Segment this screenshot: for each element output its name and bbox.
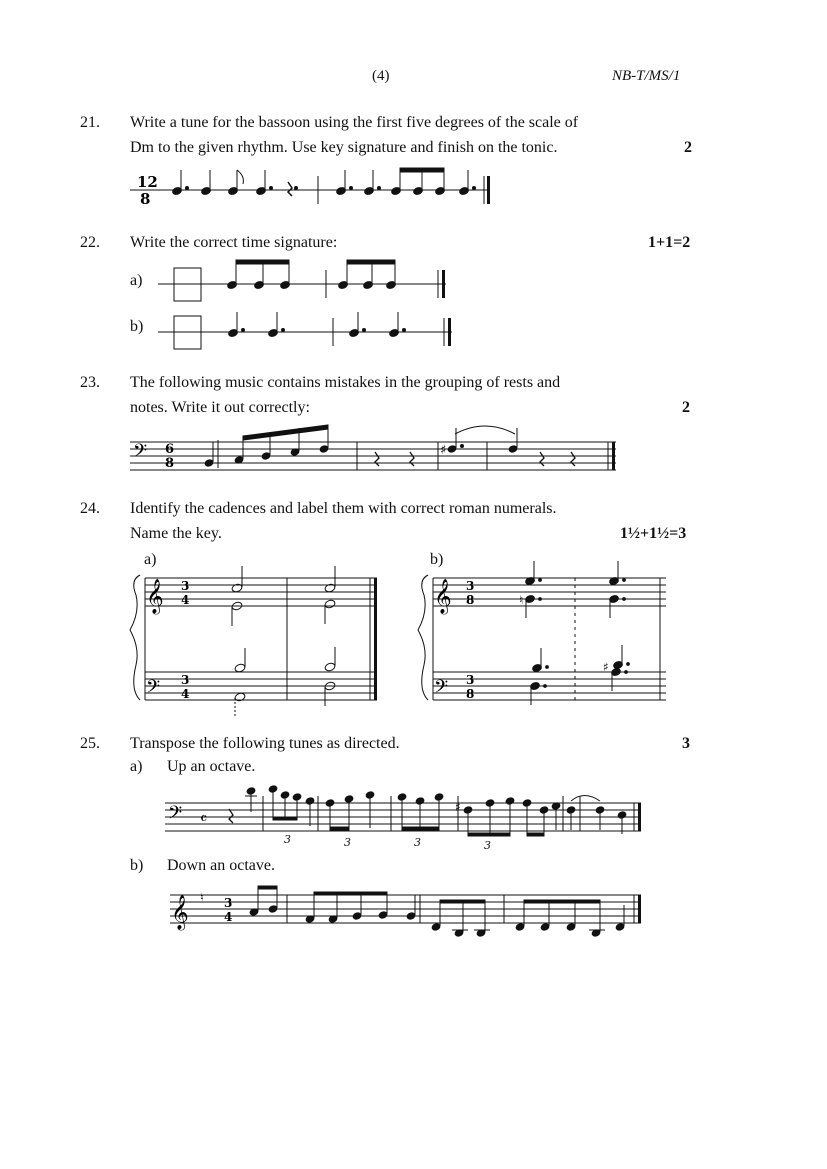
svg-text:♯: ♯ [455, 800, 461, 814]
question-22-marks: 1+1=2 [648, 234, 691, 251]
svg-text:3: 3 [466, 579, 475, 593]
svg-text:4: 4 [181, 687, 190, 701]
svg-text:8: 8 [165, 456, 175, 471]
paper-code: NB-T/MS/1 [612, 68, 681, 84]
bass-clef-icon: 𝄢 [146, 677, 161, 702]
bass-clef-icon: 𝄢 [133, 441, 148, 466]
svg-text:4: 4 [181, 593, 190, 607]
question-23-number: 23. [80, 374, 100, 391]
time-signature-bottom: 8 [140, 190, 151, 208]
question-24-part-b-label: b) [430, 551, 444, 568]
question-21-marks: 2 [684, 139, 692, 156]
treble-clef-icon: 𝄞 [171, 895, 189, 930]
question-25-part-a-text: Up an octave. [167, 758, 256, 775]
question-25-part-b-text: Down an octave. [167, 857, 275, 874]
question-25-number: 25. [80, 735, 100, 752]
question-21-text-line2: Dm to the given rhythm. Use key signature and finish on the tonic. [130, 139, 558, 156]
question-24-number: 24. [80, 500, 100, 517]
question-24-text-line1: Identify the cadences and label them with correct roman numerals. [130, 500, 557, 517]
svg-text:♮: ♮ [519, 593, 524, 607]
svg-text:3: 3 [181, 579, 190, 593]
svg-text:♯: ♯ [440, 443, 447, 458]
question-23-text-line2: notes. Write it out correctly: [130, 399, 310, 416]
question-25-marks: 3 [682, 735, 690, 752]
svg-text:3: 3 [181, 673, 190, 687]
svg-text:𝄴: 𝄴 [200, 809, 208, 828]
question-24-marks: 1½+1½=3 [620, 525, 687, 542]
svg-text:3: 3 [414, 836, 421, 849]
svg-text:8: 8 [466, 593, 475, 607]
svg-text:♯: ♯ [603, 660, 609, 674]
question-23-marks: 2 [682, 399, 690, 416]
bass-clef-icon: 𝄢 [168, 803, 183, 828]
question-22-number: 22. [80, 234, 100, 251]
natural-sign-icon: ♮ [200, 891, 204, 904]
question-24-part-a-label: a) [144, 551, 157, 568]
svg-text:8: 8 [466, 687, 475, 701]
svg-text:3: 3 [484, 839, 491, 852]
question-24-text-line2: Name the key. [130, 525, 222, 542]
svg-text:3: 3 [224, 896, 233, 910]
question-22-part-a-label: a) [130, 272, 143, 289]
bass-clef-icon: 𝄢 [434, 677, 449, 702]
svg-text:3: 3 [284, 833, 291, 846]
question-25-part-a-label: a) [130, 758, 143, 775]
question-21-number: 21. [80, 114, 100, 131]
treble-clef-icon: 𝄞 [146, 579, 164, 614]
svg-text:6: 6 [165, 442, 175, 457]
question-21-text-line1: Write a tune for the bassoon using the first five degrees of the scale of [130, 114, 579, 131]
question-23-text-line1: The following music contains mistakes in the grouping of rests and [130, 374, 561, 391]
question-25-text: Transpose the following tunes as directed. [130, 735, 400, 752]
svg-text:3: 3 [344, 836, 351, 849]
page-number: (4) [372, 68, 390, 84]
question-22-part-b-label: b) [130, 318, 144, 335]
question-22-text: Write the correct time signature: [130, 234, 338, 251]
question-25-part-b-label: b) [130, 857, 144, 874]
svg-text:3: 3 [466, 673, 475, 687]
svg-text:4: 4 [224, 910, 233, 924]
treble-clef-icon: 𝄞 [434, 579, 452, 614]
time-signature-top: 12 [137, 173, 158, 191]
